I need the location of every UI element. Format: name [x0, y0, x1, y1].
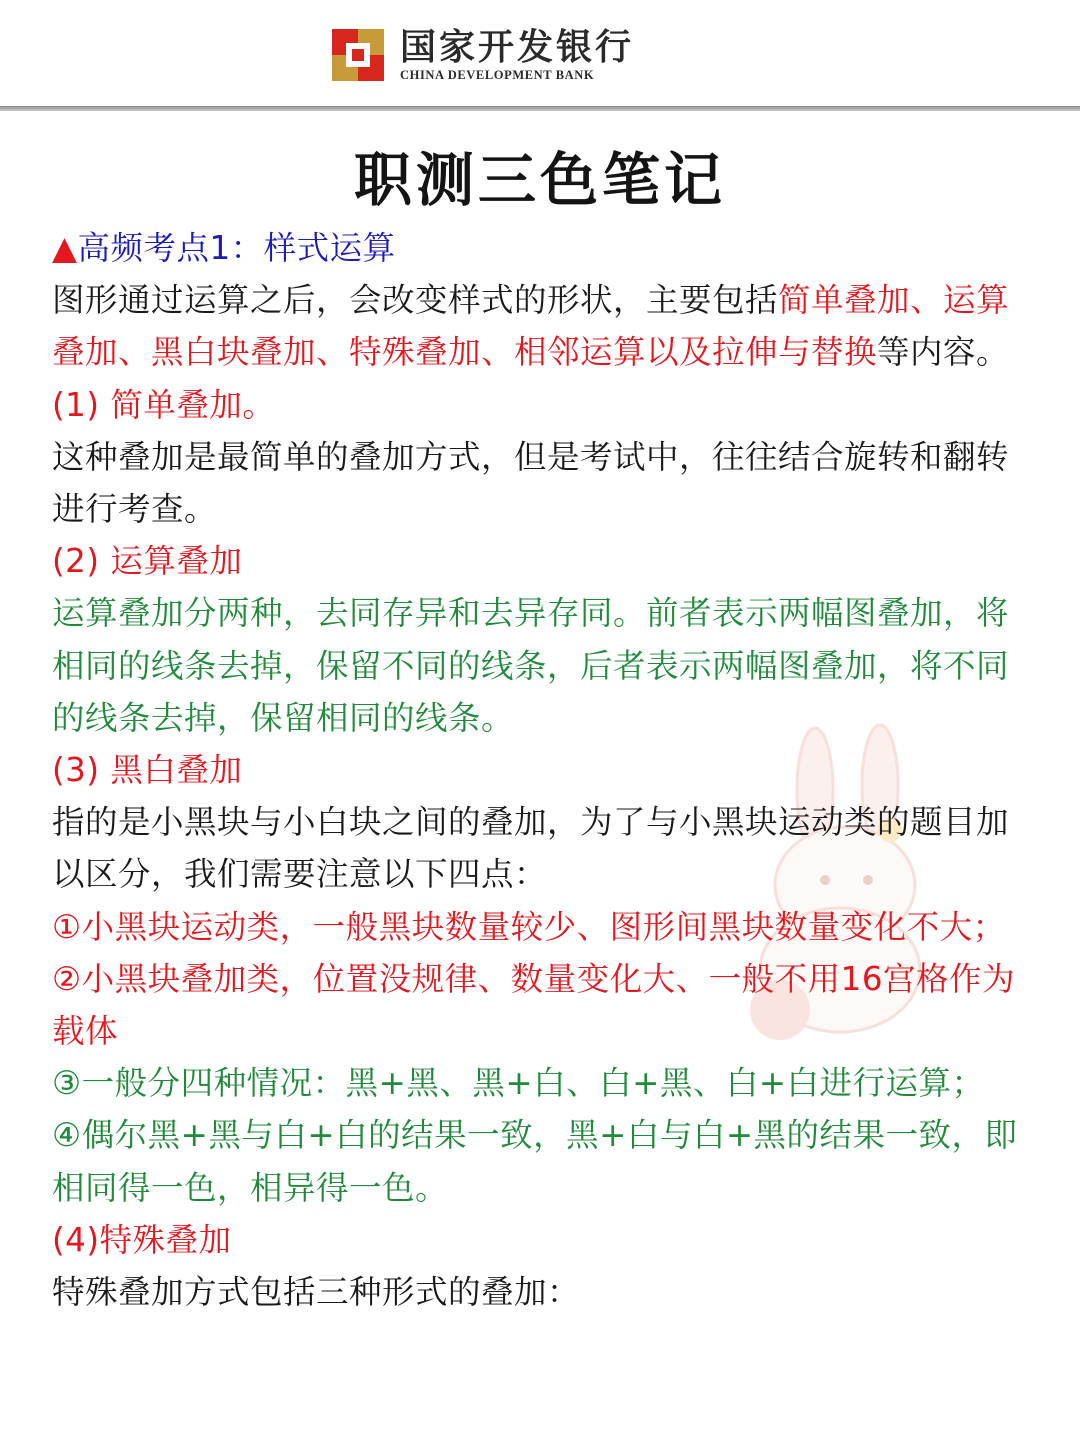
item4-heading: (4)特殊叠加	[52, 1220, 232, 1259]
item3-heading: (3) 黑白叠加	[52, 751, 243, 790]
intro-highlight: 简单叠加、运算叠加、黑白块叠加、特殊叠加、相邻运算以及拉伸与替换	[52, 281, 1010, 372]
item3-point2: ②小黑块叠加类，位置没规律、数量变化大、一般不用16宫格作为载体	[52, 959, 1015, 1051]
item3-point3: ③一般分四种情况：黑+黑、黑+白、白+黑、白+白进行运算；	[52, 1064, 985, 1103]
item1-heading: (1) 简单叠加。	[52, 385, 276, 424]
bank-name-cn: 国家开发银行	[400, 26, 635, 68]
page-title: 职测三色笔记	[353, 146, 726, 214]
item4-text: 特殊叠加方式包括三种形式的叠加：	[52, 1273, 581, 1312]
intro-text-end: 等内容。	[877, 333, 1010, 372]
intro-text: 图形通过运算之后，会改变样式的形状，主要包括	[52, 281, 779, 320]
page-header	[0, 0, 1080, 110]
intro-paragraph	[52, 274, 1032, 378]
item3-point4: ④偶尔黑+黑与白+白的结果一致，黑+白与白+黑的结果一致，即相同得一色，相异得一色。	[52, 1116, 1018, 1207]
bank-logo-icon	[332, 29, 384, 81]
triangle-marker-icon: ▲	[52, 229, 78, 267]
item3-text: 指的是小黑块与小白块之间的叠加，为了与小黑块运动类的题目加以区分，我们需要注意以下四点：	[52, 803, 1010, 894]
note-content	[52, 222, 1032, 1318]
item2-text: 运算叠加分两种，去同存异和去异存同。前者表示两幅图叠加，将相同的线条去掉，保留不同的线条，后者表示两幅图叠加，将不同的线条去掉，保留相同的线条。	[52, 594, 1010, 737]
item3-point1: ①小黑块运动类，一般黑块数量较少、图形间黑块数量变化不大；	[52, 907, 1006, 946]
item2-heading: (2) 运算叠加	[52, 542, 243, 581]
section-heading-text: 高频考点1：样式运算	[77, 229, 396, 267]
header-divider	[0, 106, 1080, 111]
bank-name-en: CHINA DEVELOPMENT BANK	[400, 68, 595, 82]
bank-logo	[332, 26, 634, 84]
item1-text: 这种叠加是最简单的叠加方式，但是考试中，往往结合旋转和翻转进行考查。	[52, 437, 1010, 529]
section-heading	[52, 222, 1032, 274]
